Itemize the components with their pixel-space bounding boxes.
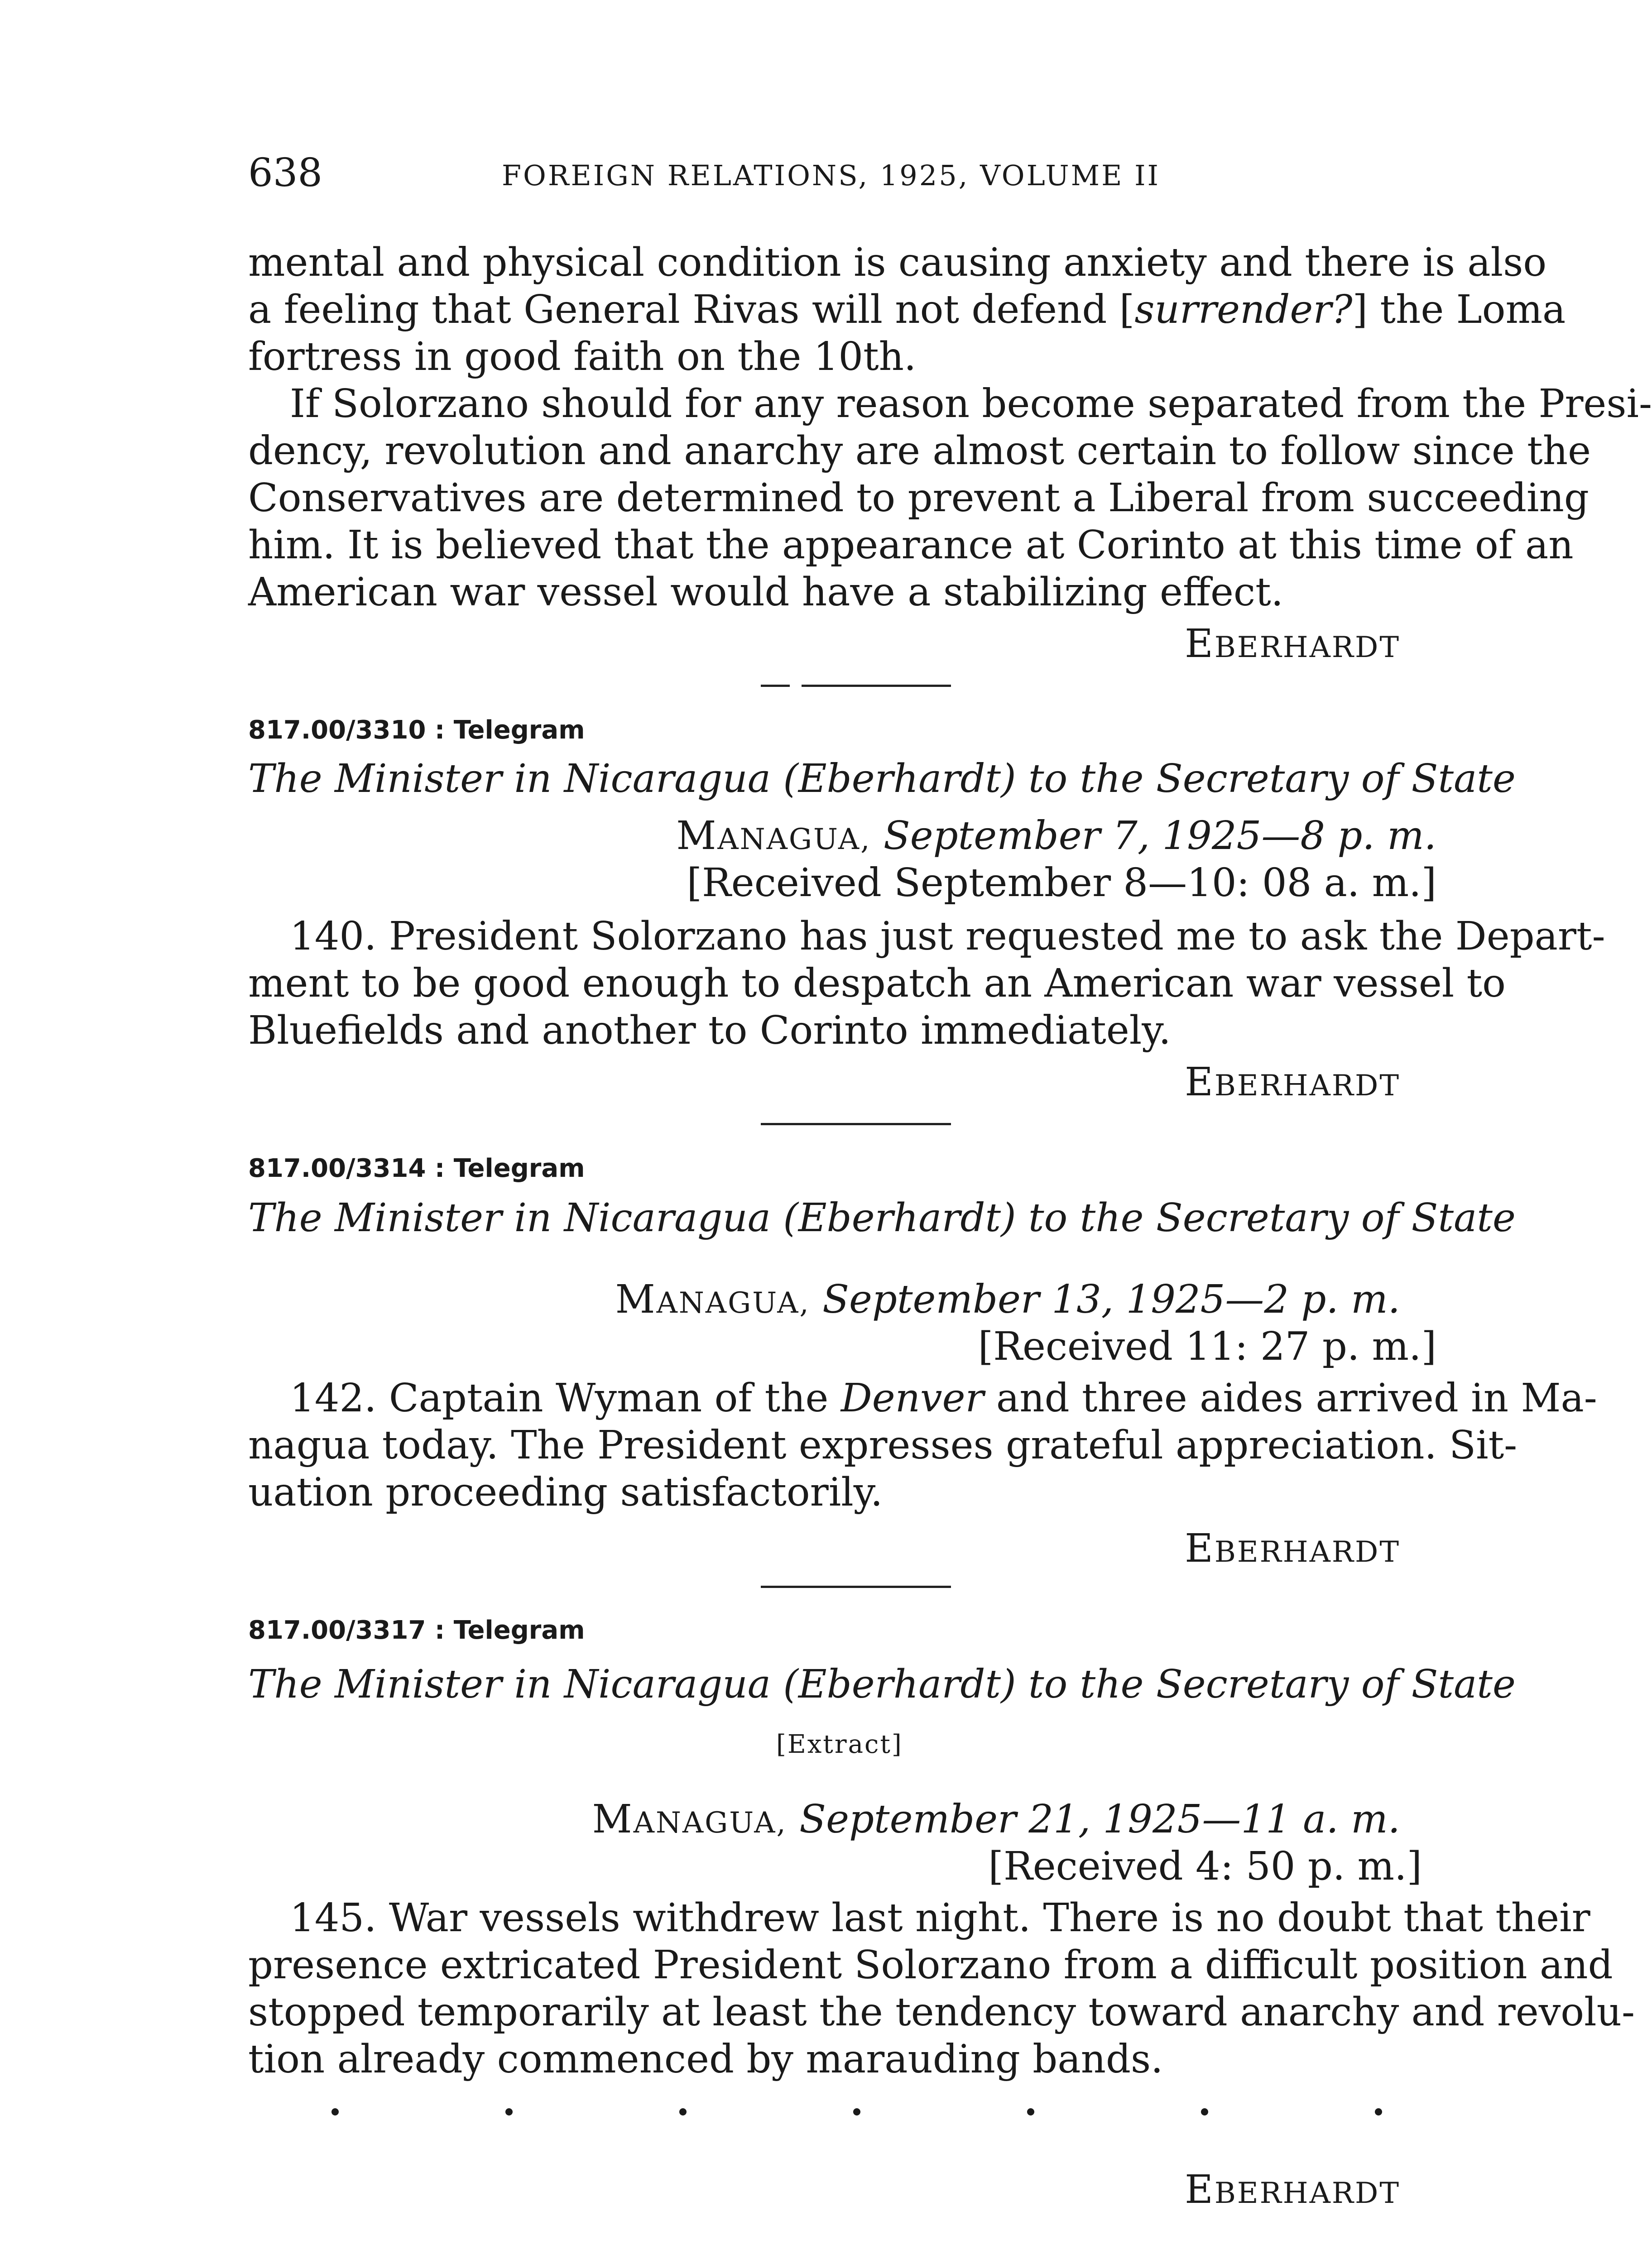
running-title: FOREIGN RELATIONS, 1925, VOLUME II (502, 159, 1161, 192)
dateline (676, 812, 1436, 863)
place: MANAGUA, (615, 1277, 810, 1322)
signature: EBERHARDT (1185, 1526, 1400, 1571)
paragraph-line: ment to be good enough to despatch an American war vessel to (248, 961, 1506, 1006)
received-note: [Received 4: 50 p. m.] (988, 1844, 1422, 1889)
file-reference: 817.00/3317 : Telegram (248, 1616, 585, 1645)
paragraph-line: 140. President Solorzano has just requested me to ask the Depart- (290, 914, 1605, 959)
paragraph-line (290, 1375, 1597, 1422)
text-run: Eberhardt (798, 1662, 1001, 1707)
text-run: The Minister in Nicaragua ( (248, 756, 798, 801)
ellipsis-dot (679, 2108, 687, 2115)
ellipsis-dot (853, 2108, 860, 2115)
paragraph-line: uation proceeding satisfactorily. (248, 1470, 883, 1515)
paragraph-line: stopped temporarily at least the tendency toward anarchy and revolu- (248, 1990, 1635, 2035)
initial-capital: M (592, 1797, 634, 1842)
paragraph-line: Conservatives are determined to prevent a Liberal from succeeding (248, 475, 1589, 521)
paragraph-line: dency, revolution and anarchy are almost certain to follow since the (248, 428, 1591, 474)
dateline (615, 1276, 1400, 1327)
text-run: a feeling that General Rivas will not defend [ (248, 287, 1135, 332)
separator-rule (761, 1123, 951, 1125)
document-heading (248, 1194, 1516, 1242)
file-reference: 817.00/3310 : Telegram (248, 715, 585, 745)
received-note: [Received September 8—10: 08 a. m.] (687, 860, 1436, 906)
paragraph-line: American war vessel would have a stabilizing effect. (248, 570, 1283, 615)
place: MANAGUA, (676, 813, 871, 859)
signature: EBERHARDT (1185, 621, 1400, 667)
text-run: Eberhardt (798, 1195, 1001, 1241)
ellipsis-dot (331, 2108, 339, 2115)
text-run: The Minister in Nicaragua ( (248, 1662, 798, 1707)
signature: EBERHARDT (1185, 1060, 1400, 1105)
separator-rule (761, 1586, 951, 1588)
date: September 13, 1925—2 p. m. (822, 1277, 1400, 1322)
document-heading (248, 1661, 1516, 1708)
separator-rule (802, 685, 951, 687)
continuation-line: fortress in good faith on the 10th. (248, 334, 917, 379)
continuation-line: mental and physical condition is causing anxiety and there is also (248, 240, 1547, 285)
continuation-line (248, 286, 1566, 333)
paragraph-line: presence extricated President Solorzano from a difficult position and (248, 1943, 1613, 1988)
date: September 7, 1925—8 p. m. (883, 813, 1436, 859)
paragraph-line: Bluefields and another to Corinto immediately. (248, 1008, 1171, 1053)
received-note: [Received 11: 27 p. m.] (978, 1324, 1436, 1369)
initial-capital: M (615, 1277, 657, 1322)
text-run: The Minister in Nicaragua ( (248, 1195, 798, 1241)
page-number: 638 (248, 150, 323, 196)
paragraph-line: nagua today. The President expresses grateful appreciation. Sit- (248, 1423, 1518, 1468)
paragraph-line: If Solorzano should for any reason become separated from the Presi- (290, 381, 1652, 427)
text-run: and three aides arrived in Ma- (984, 1376, 1597, 1421)
extract-note: [Extract] (776, 1730, 903, 1759)
place: MANAGUA, (592, 1797, 787, 1842)
separator-rule (761, 685, 790, 687)
initial-capital: M (676, 813, 718, 859)
file-reference: 817.00/3314 : Telegram (248, 1154, 585, 1183)
text-run: ) to the Secretary of State (1001, 756, 1516, 801)
document-heading (248, 755, 1516, 802)
text-run: ) to the Secretary of State (1001, 1662, 1516, 1707)
paragraph-line: him. It is believed that the appearance at Corinto at this time of an (248, 523, 1574, 568)
text-run: Eberhardt (798, 756, 1001, 801)
signature: EBERHARDT (1185, 2167, 1400, 2212)
ellipsis-dot (505, 2108, 513, 2115)
dateline (592, 1796, 1400, 1847)
ellipsis-dot (1027, 2108, 1034, 2115)
date: September 21, 1925—11 a. m. (799, 1797, 1400, 1842)
ellipsis-dot (1201, 2108, 1208, 2115)
ship-name: Denver (840, 1376, 984, 1421)
editorial-insertion: surrender? (1134, 287, 1353, 332)
text-run: 142. Captain Wyman of the (290, 1376, 841, 1421)
ellipsis-dot (1375, 2108, 1382, 2115)
paragraph-line: 145. War vessels withdrew last night. There is no doubt that their (290, 1895, 1590, 1941)
paragraph-line: tion already commenced by marauding bands. (248, 2037, 1163, 2082)
text-run: ) to the Secretary of State (1001, 1195, 1516, 1241)
text-run: ] the Loma (1352, 287, 1566, 332)
